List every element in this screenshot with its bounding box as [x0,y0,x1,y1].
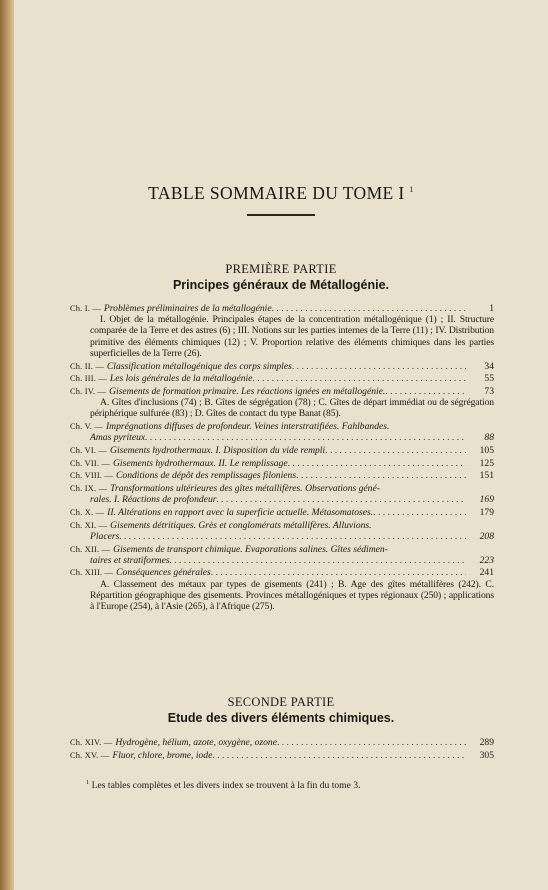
chapter-number: Ch. IX. — [70,484,108,494]
toc-entry-continuation [70,555,494,566]
toc-entry-continuation [70,432,494,443]
page-number: 125 [479,457,494,469]
leader-dots [216,494,466,505]
leader-dots [272,303,466,314]
toc-entry-line [70,544,494,555]
page-number: 305 [479,749,494,761]
chapter-number: Ch. XIII. — [70,568,114,578]
chapter-number: Ch. X. — [70,507,105,517]
title-footnote-mark: 1 [409,185,414,194]
chapter-title: Fluor, chlore, brome, iode [112,749,213,761]
toc-entry [70,750,494,761]
chapter-number: Ch. XV. — [70,750,110,760]
chapter-number: Ch. II. — [70,361,104,371]
part1-label: PREMIÈRE PARTIE [225,262,337,276]
leader-dots [292,361,466,372]
toc-entry [70,544,494,566]
chapter-title: Gisements détritiques. Grès et conglomérats métallifères. Alluvions. [110,519,372,531]
toc-entry [70,458,494,469]
toc-entry-continuation [70,531,494,542]
chapter-title: II. Altérations en rapport avec la superficie actuelle. Métasomatoses. [107,506,374,518]
toc-entry-line [70,445,494,456]
part2-label: SECONDE PARTIE [227,695,335,709]
chapter-title: Hydrogène, hélium, azote, oxygène, ozone [115,737,277,748]
chapter-number: Ch. VII. — [70,458,110,468]
leader-dots [296,470,466,481]
leader-dots [385,386,466,397]
toc-entry-line [70,737,494,748]
page-number: 1 [489,303,494,314]
leader-dots [373,507,466,518]
chapter-title: Gisements de formation primaire. Les réactions ignées en métallogénie. [109,385,386,397]
footnote-text: Les tables complètes et les divers index se trouvent à la fin du tome 3. [91,780,361,792]
page-title [14,183,548,204]
book-spine-shadow [0,0,14,890]
toc-entry-line [70,520,494,531]
toc-entry [70,386,494,420]
leader-dots [145,432,466,443]
chapter-title: Transformations ultérieures des gîtes métallifères. Observations géné- [110,483,380,495]
toc-entry [70,483,494,505]
chapter-number: Ch. V. — [70,422,103,432]
page-number: 223 [479,554,494,566]
leader-dots [119,531,466,542]
page-number: 73 [484,385,494,397]
chapter-detail: A. Classement des métaux par types de gisements (241) ; B. Age des gîtes métallifères (242). C. Répartition géographique des gisements. Provinces métallogéniques et types régionaux (250) ; applications à l'Europe (254), à l'Asie (265), à l'Afrique (275). [90,578,494,613]
leader-dots [277,737,466,748]
toc-entry [70,373,494,384]
leader-dots [325,445,466,456]
toc-entry-line [70,361,494,372]
chapter-title: Imprégnations diffuses de profondeur. Veines interstratifiées. Fahlbandes. [105,421,390,433]
chapter-title: Conditions de dépôt des remplissages filoniens [116,470,297,482]
chapter-title-continuation: Placers [90,530,120,542]
toc-entry [70,507,494,518]
toc-entry-line [70,567,494,578]
page-number: 105 [479,444,494,456]
footnote-mark: 1 [86,779,90,786]
chapter-number: Ch. XII. — [70,544,111,554]
page-number: 241 [479,567,494,579]
chapter-number: Ch. VIII. — [70,471,113,481]
chapter-title: Les lois générales de la métallogénie [109,373,253,385]
page-number: 169 [479,494,494,506]
page-number: 34 [484,360,494,372]
part2-contents [70,737,494,762]
chapter-number: Ch. XI. — [70,520,108,530]
toc-entry-line [70,750,494,761]
part1-contents [70,303,494,614]
toc-entry-line [70,507,494,518]
chapter-title-continuation: rales. I. Réactions de profondeur [90,494,217,506]
chapter-number: Ch. VI. — [70,445,108,455]
page-number: 208 [479,530,494,542]
page-number: 151 [479,470,494,482]
chapter-detail: A. Gîtes d'inclusions (74) ; B. Gîtes de ségrégation (78) ; C. Gîtes de départ immédiat ou de ségrégation périphérique sulfurée (83) ; D. Gîtes de contact du type Banat (85). [90,397,494,420]
page-title-text: TABLE SOMMAIRE DU TOME I [148,183,405,203]
page-number: 179 [479,506,494,518]
page-number: 88 [484,432,494,444]
chapter-title-continuation: taires et stratiformes [90,554,170,566]
part1-heading: Principes généraux de Métallogénie. [172,278,390,292]
toc-entry [70,737,494,748]
chapter-title: Conséquences générales [116,567,211,579]
chapter-number: Ch. I. — [70,304,101,313]
toc-entry [70,361,494,372]
leader-dots [170,555,466,566]
toc-entry [70,421,494,443]
chapter-title: Gisements hydrothermaux. II. Le remplissage [113,457,288,469]
toc-entry [70,567,494,612]
page-number: 289 [479,737,494,748]
chapter-title: Gisements hydrothermaux. I. Disposition du vide rempli [110,444,326,456]
toc-entry-line [70,483,494,494]
toc-entry-continuation [70,494,494,505]
chapter-number: Ch. IV. — [70,386,107,396]
chapter-number: Ch. XIV. — [70,738,113,747]
toc-entry-line [70,303,494,314]
toc-entry [70,445,494,456]
chapter-title: Gisements de transport chimique. Evaporations salines. Gîtes sédimen- [113,543,388,555]
toc-entry-line [70,386,494,397]
chapter-title-continuation: Amas pyriteux [90,432,146,444]
toc-entry [70,520,494,542]
toc-entry-line [70,373,494,384]
leader-dots [288,458,466,469]
chapter-number: Ch. III. — [70,374,107,384]
chapter-title: Problèmes préliminaires de la métallogénie [103,303,272,314]
leader-dots [211,567,466,578]
page-number: 55 [484,373,494,385]
book-page [14,0,548,890]
footnote [86,779,360,791]
chapter-detail: I. Objet de la métallogénie. Principales étapes de la concentration métallogénique (1) ; II. Structure comparée de la Terre et des astres (6) ; III. Notions sur les parties internes de la Terre (11) ; IV. Distribution primitive des éléments chimiques (12) ; V. Proportion relative des éléments chimiques dans les parties superficielles de la Terre (26). [90,314,494,359]
leader-dots [212,750,466,761]
toc-entry [70,470,494,481]
part2-heading: Etude des divers éléments chimiques. [167,711,395,725]
title-rule [247,214,315,216]
chapter-title: Classification métallogénique des corps simples [106,360,292,372]
toc-entry [70,303,494,359]
toc-entry-line [70,458,494,469]
toc-entry-line [70,470,494,481]
leader-dots [252,373,466,384]
toc-entry-line [70,421,494,432]
